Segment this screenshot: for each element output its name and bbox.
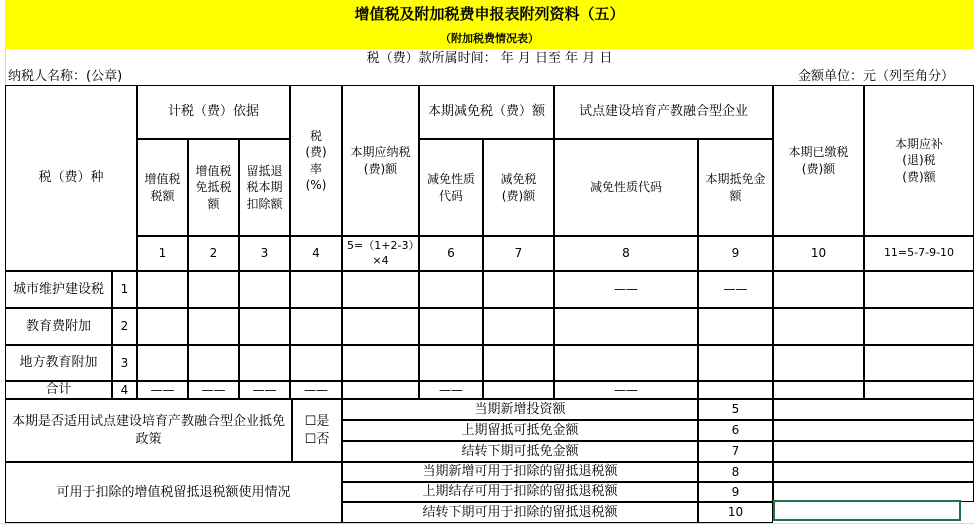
refund-item-value[interactable]: [773, 482, 974, 502]
column-number[interactable]: 4: [290, 236, 342, 271]
data-cell[interactable]: [698, 381, 773, 399]
data-cell[interactable]: [342, 271, 419, 308]
data-cell[interactable]: [773, 345, 864, 381]
refund-usage-label[interactable]: 可用于扣除的增值税留抵退税额使用情况: [5, 462, 342, 523]
data-cell[interactable]: [342, 308, 419, 345]
data-cell[interactable]: [290, 345, 342, 381]
row-number[interactable]: 4: [112, 381, 137, 399]
policy-choice-cell[interactable]: [292, 399, 342, 462]
checkbox-yes[interactable]: ☐是: [304, 413, 330, 429]
data-cell[interactable]: [698, 308, 773, 345]
data-cell[interactable]: [188, 271, 239, 308]
header-payable[interactable]: 本期应纳税 (费)额: [342, 85, 419, 236]
data-cell[interactable]: [290, 271, 342, 308]
refund-item-label[interactable]: 当期新增可用于扣除的留抵退税额: [342, 462, 698, 482]
policy-question[interactable]: 本期是否适用试点建设培育产教融合型企业抵免政策: [5, 399, 292, 462]
header-tax-type[interactable]: 税（费）种: [5, 85, 137, 271]
refund-item-number[interactable]: 10: [698, 502, 773, 523]
header-reduction-amount[interactable]: 减免税 (费)额: [483, 139, 554, 236]
data-cell[interactable]: [342, 345, 419, 381]
header-vat-exempt[interactable]: 增值税 免抵税 额: [188, 139, 239, 236]
amount-unit-label[interactable]: 金额单位：元（列至角分）: [797, 68, 954, 84]
header-pilot-amount[interactable]: 本期抵免金 额: [698, 139, 773, 236]
policy-item-number[interactable]: 5: [698, 399, 773, 420]
column-number[interactable]: 2: [188, 236, 239, 271]
selected-cell[interactable]: [773, 500, 961, 521]
column-number[interactable]: 5=（1+2-3）×4: [342, 236, 419, 271]
report-title[interactable]: 增值税及附加税费申报表附列资料（五）: [5, 0, 974, 29]
data-cell-dash[interactable]: ——: [554, 271, 698, 308]
data-cell[interactable]: [137, 271, 188, 308]
total-cell-dash[interactable]: ——: [239, 381, 290, 399]
report-subtitle[interactable]: （附加税费情况表）: [5, 29, 974, 49]
data-cell[interactable]: [483, 308, 554, 345]
data-cell[interactable]: [864, 381, 974, 399]
refund-item-number[interactable]: 9: [698, 482, 773, 502]
row-number[interactable]: 3: [112, 345, 137, 381]
gridline: [0, 523, 974, 524]
data-cell[interactable]: [239, 345, 290, 381]
column-number[interactable]: 1: [137, 236, 188, 271]
data-cell[interactable]: [137, 345, 188, 381]
row-name-education[interactable]: 教育费附加: [5, 308, 112, 345]
policy-item-label[interactable]: 上期留抵可抵免金额: [342, 420, 698, 441]
data-cell[interactable]: [773, 308, 864, 345]
column-number[interactable]: 6: [419, 236, 483, 271]
data-cell[interactable]: [188, 308, 239, 345]
data-cell[interactable]: [773, 271, 864, 308]
column-number[interactable]: 3: [239, 236, 290, 271]
policy-item-label[interactable]: 当期新增投资额: [342, 399, 698, 420]
row-name-urban-tax[interactable]: 城市维护建设税: [5, 271, 112, 308]
data-cell[interactable]: [419, 308, 483, 345]
refund-item-label[interactable]: 结转下期可用于扣除的留抵退税额: [342, 502, 698, 523]
refund-item-value[interactable]: [773, 462, 974, 482]
data-cell[interactable]: [554, 308, 698, 345]
data-cell[interactable]: [698, 345, 773, 381]
header-reduction-group[interactable]: 本期减免税（费）额: [419, 85, 554, 139]
total-cell-dash[interactable]: ——: [137, 381, 188, 399]
total-cell-dash[interactable]: ——: [554, 381, 698, 399]
header-paid[interactable]: 本期已缴税 (费)额: [773, 85, 864, 236]
header-pilot-code[interactable]: 减免性质代码: [554, 139, 698, 236]
data-cell[interactable]: [137, 308, 188, 345]
period-line[interactable]: 税（费）款所属时间： 年 月 日至 年 月 日: [366, 50, 613, 66]
taxpayer-name-label[interactable]: 纳税人名称：(公章): [8, 68, 123, 84]
column-number[interactable]: 7: [483, 236, 554, 271]
total-cell-dash[interactable]: ——: [419, 381, 483, 399]
data-cell[interactable]: [239, 308, 290, 345]
data-cell[interactable]: [342, 381, 419, 399]
data-cell[interactable]: [290, 308, 342, 345]
header-pilot-group[interactable]: 试点建设培育产教融合型企业: [554, 85, 773, 139]
data-cell[interactable]: [419, 271, 483, 308]
row-number[interactable]: 1: [112, 271, 137, 308]
policy-item-value[interactable]: [773, 441, 974, 462]
total-cell-dash[interactable]: ——: [290, 381, 342, 399]
data-cell[interactable]: [483, 381, 554, 399]
header-vat-amount[interactable]: 增值税 税额: [137, 139, 188, 236]
policy-item-value[interactable]: [773, 399, 974, 420]
policy-item-label[interactable]: 结转下期可抵免金额: [342, 441, 698, 462]
data-cell-dash[interactable]: ——: [698, 271, 773, 308]
data-cell[interactable]: [864, 345, 974, 381]
row-number[interactable]: 2: [112, 308, 137, 345]
data-cell[interactable]: [419, 345, 483, 381]
header-due[interactable]: 本期应补 (退)税 (费)额: [864, 85, 974, 236]
column-number[interactable]: 9: [698, 236, 773, 271]
refund-item-label[interactable]: 上期结存可用于扣除的留抵退税额: [342, 482, 698, 502]
data-cell[interactable]: [554, 345, 698, 381]
data-cell[interactable]: [864, 308, 974, 345]
data-cell[interactable]: [239, 271, 290, 308]
header-refund-deduct[interactable]: 留抵退 税本期 扣除额: [239, 139, 290, 236]
data-cell[interactable]: [483, 345, 554, 381]
refund-item-number[interactable]: 8: [698, 462, 773, 482]
policy-item-number[interactable]: 6: [698, 420, 773, 441]
policy-item-number[interactable]: 7: [698, 441, 773, 462]
row-name-local-education[interactable]: 地方教育附加: [5, 345, 112, 381]
header-basis-group[interactable]: 计税（费）依据: [137, 85, 290, 139]
header-reduction-code[interactable]: 减免性质 代码: [419, 139, 483, 236]
data-cell[interactable]: [773, 381, 864, 399]
total-row-label[interactable]: 合计: [5, 381, 112, 399]
header-rate[interactable]: 税 (费) 率 (%): [290, 85, 342, 236]
checkbox-no[interactable]: ☐否: [304, 431, 330, 447]
data-cell[interactable]: [188, 345, 239, 381]
column-number[interactable]: 11=5-7-9-10: [864, 236, 974, 271]
column-number[interactable]: 10: [773, 236, 864, 271]
column-number[interactable]: 8: [554, 236, 698, 271]
data-cell[interactable]: [864, 271, 974, 308]
policy-item-value[interactable]: [773, 420, 974, 441]
data-cell[interactable]: [483, 271, 554, 308]
total-cell-dash[interactable]: ——: [188, 381, 239, 399]
